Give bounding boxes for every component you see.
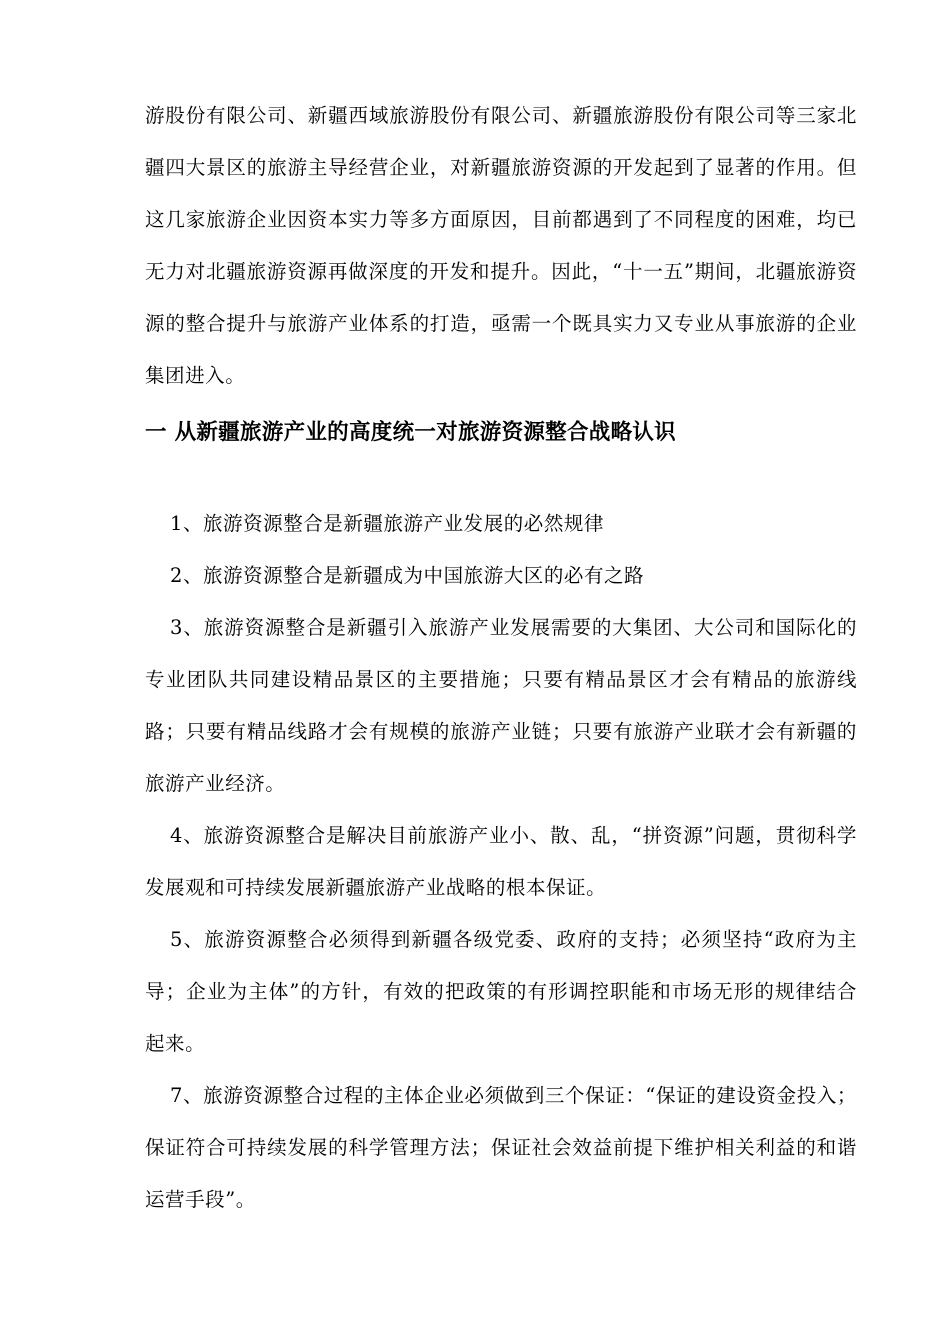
list-item-3: 3、旅游资源整合是新疆引入旅游产业发展需要的大集团、大公司和国际化的专业团队共同建设精品景区的主要措施；只要有精品景区才会有精品的旅游线路；只要有精品线路才会有规模的旅游产业链；只要有旅游产业联才会有新疆的旅游产业经济。 [145, 616, 857, 795]
list-item-1: 1、旅游资源整合是新疆旅游产业发展的必然规律 [170, 512, 605, 535]
list-item-2: 2、旅游资源整合是新疆成为中国旅游大区的必有之路 [170, 564, 645, 587]
list-item-5: 5、旅游资源整合必须得到新疆各级党委、政府的支持；必须坚持“政府为主导；企业为主体”的方针，有效的把政策的有形调控职能和市场无形的规律结合起来。 [145, 928, 857, 1055]
list-item-7: 7、旅游资源整合过程的主体企业必须做到三个保证：“保证的建设资金投入；保证符合可持续发展的科学管理方法；保证社会效益前提下维护相关利益的和谐运营手段”。 [145, 1084, 857, 1211]
section-heading: 一 从新疆旅游产业的高度统一对旅游资源整合战略认识 [145, 420, 676, 445]
list-item-4: 4、旅游资源整合是解决目前旅游产业小、散、乱，“拼资源”问题，贯彻科学发展观和可持续发展新疆旅游产业战略的根本保证。 [145, 824, 857, 899]
intro-paragraph: 游股份有限公司、新疆西域旅游股份有限公司、新疆旅游股份有限公司等三家北疆四大景区的旅游主导经营企业，对新疆旅游资源的开发起到了显著的作用。但这几家旅游企业因资本实力等多方面原因，目前都遇到了不同程度的困难，均已无力对北疆旅游资源再做深度的开发和提升。因此，“十一五”期间，北疆旅游资源的整合提升与旅游产业体系的打造，亟需一个既具实力又专业从事旅游的企业集团进入。 [145, 104, 857, 387]
